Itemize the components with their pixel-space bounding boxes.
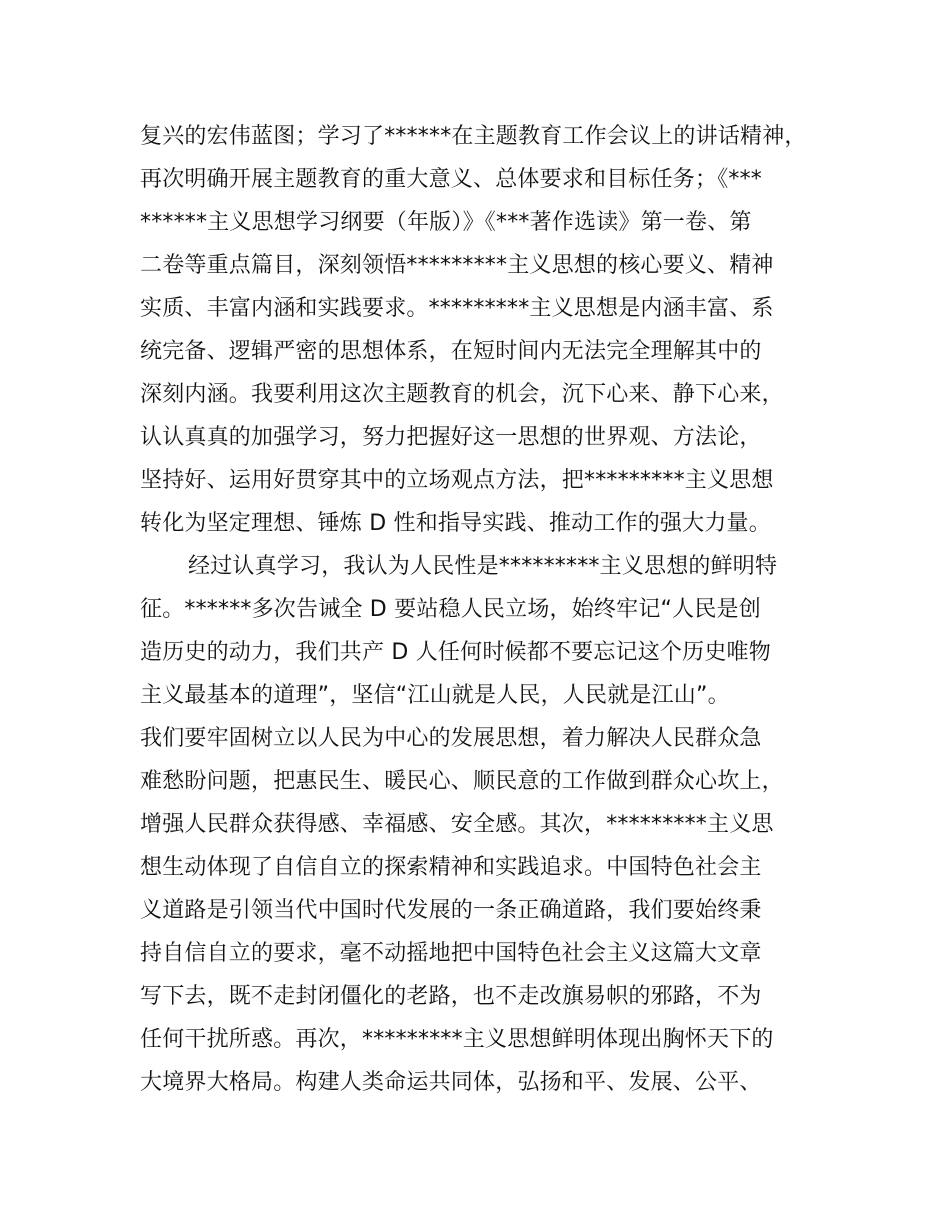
body-text — [140, 115, 830, 1104]
text-line: 征。******多次告诫全 D 要站稳人民立场，始终牢记“人民是创 — [140, 597, 761, 622]
text-line: ******主义思想学习纲要（年版）》《***著作选读》第一卷、第 — [140, 210, 752, 235]
text-line: 转化为坚定理想、锤炼 D 性和指导实践、推动工作的强大力量。 — [140, 511, 771, 536]
text-line: 再次明确开展主题教育的重大意义、总体要求和目标任务；《*** — [140, 167, 763, 192]
text-line: 二卷等重点篇目，深刻领悟*********主义思想的核心要义、精神 — [140, 253, 774, 278]
text-line: 难愁盼问题，把惠民生、暖民心、顺民意的工作做到群众心坎上， — [140, 769, 784, 794]
text-line: 我们要牢固树立以人民为中心的发展思想，着力解决人民群众急 — [140, 726, 762, 751]
text-line: 造历史的动力，我们共产 D 人任何时候都不要忘记这个历史唯物 — [140, 640, 771, 665]
text-line: 任何干扰所惑。再次，*********主义思想鲜明体现出胸怀天下的 — [140, 1027, 774, 1052]
text-line: 认认真真的加强学习，努力把握好这一思想的世界观、方法论， — [140, 425, 762, 450]
text-line: 坚持好、运用好贯穿其中的立场观点方法，把*********主义思想 — [140, 468, 774, 493]
text-line: 写下去，既不走封闭僵化的老路，也不走改旗易帜的邪路，不为 — [140, 984, 762, 1009]
text-line: 大境界大格局。构建人类命运共同体，弘扬和平、发展、公平、 — [140, 1070, 762, 1095]
text-line: 深刻内涵。我要利用这次主题教育的机会，沉下心来、静下心来， — [140, 382, 784, 407]
text-line: 实质、丰富内涵和实践要求。*********主义思想是内涵丰富、系 — [140, 296, 774, 321]
text-line: 复兴的宏伟蓝图；学习了******在主题教育工作会议上的讲话精神， — [140, 124, 807, 149]
text-line: 义道路是引领当代中国时代发展的一条正确道路，我们要始终秉 — [140, 898, 762, 923]
text-line: 持自信自立的要求，毫不动摇地把中国特色社会主义这篇大文章 — [140, 941, 762, 966]
text-line: 统完备、逻辑严密的思想体系，在短时间内无法完全理解其中的 — [140, 339, 762, 364]
text-line: 主义最基本的道理”，坚信“江山就是人民，人民就是江山”。 — [140, 683, 730, 708]
paragraph-start-line: 经过认真学习，我认为人民性是*********主义思想的鲜明特 — [188, 554, 778, 579]
text-line: 想生动体现了自信自立的探索精神和实践追求。中国特色社会主 — [140, 855, 762, 880]
text-line: 增强人民群众获得感、幸福感、安全感。其次，*********主义思 — [140, 812, 774, 837]
